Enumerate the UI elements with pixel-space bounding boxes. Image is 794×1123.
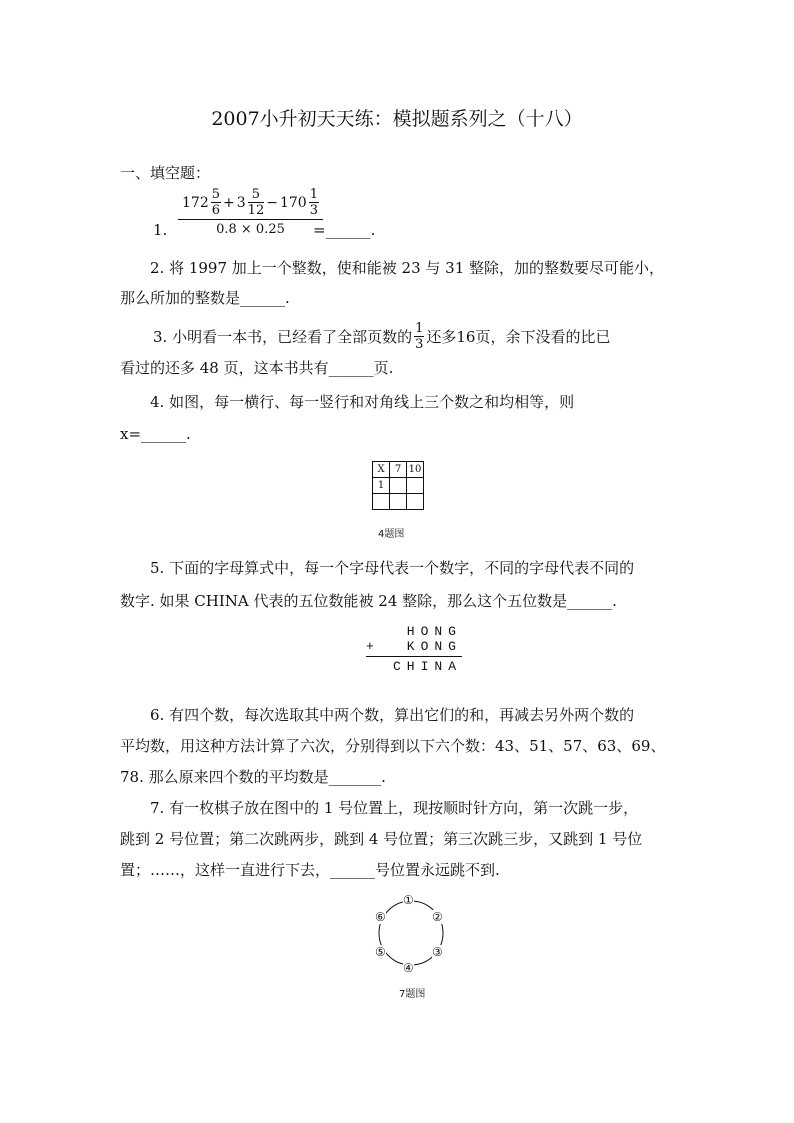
q4-magic-square xyxy=(372,461,424,510)
grid-cell xyxy=(407,478,424,494)
q7-line1: 7. 有一枚棋子放在图中的 1 号位置上，现按顺时针方向，第一次跳一步， xyxy=(150,799,639,817)
q6-line2: 平均数，用这种方法计算了六次，分别得到以下六个数：43、51、57、63、69、 xyxy=(120,737,666,755)
q5-row2-wrap xyxy=(366,639,462,657)
q1-numerator xyxy=(178,188,323,220)
q1-term2-whole: 3 xyxy=(236,194,246,211)
q7-caption: 7题图 xyxy=(399,989,426,1000)
q3-text-pre: 3. 小明看一本书，已经看了全部页数的 xyxy=(153,327,413,346)
q4-caption: 4题图 xyxy=(378,529,405,540)
q1-term1-frac: $\frac{5}{6}$ xyxy=(211,187,221,218)
q1-term3-whole: 170 xyxy=(279,194,307,211)
q3-line1 xyxy=(153,322,610,351)
grid-cell: 1 xyxy=(373,478,390,494)
q3-line2: 看过的还多 48 页，这本书共有______页. xyxy=(120,359,394,377)
q1-number: 1. xyxy=(153,221,168,239)
grid-cell xyxy=(373,494,390,510)
grid-cell xyxy=(390,478,407,494)
q1-denominator: 0.8 × 0.25 xyxy=(216,222,285,237)
q5-row2: KONG xyxy=(406,639,462,654)
q2-line2: 那么所加的整数是______. xyxy=(120,289,290,307)
page-title: 2007小升初天天练：模拟题系列之（十八） xyxy=(211,108,583,130)
position-5: ⑤ xyxy=(375,945,386,959)
q1-expression xyxy=(178,188,323,237)
q1-term3-frac: $\frac{1}{3}$ xyxy=(309,187,318,218)
position-4: ④ xyxy=(403,961,414,975)
q7-line3: 置；……，这样一直进行下去，______号位置永远跳不到. xyxy=(120,861,500,879)
section-heading: 一、填空题： xyxy=(120,164,211,182)
q4-line2: x=______. xyxy=(120,425,191,443)
q1-term1-whole: 172 xyxy=(182,194,209,211)
grid-cell: 10 xyxy=(407,462,424,478)
grid-cell xyxy=(390,494,407,510)
grid-cell: 7 xyxy=(390,462,407,478)
q5-addition xyxy=(366,624,462,674)
q5-line1: 5. 下面的字母算式中，每一个字母代表一个数字，不同的字母代表不同的 xyxy=(150,559,635,577)
q5-line2: 数字. 如果 CHINA 代表的五位数能被 24 整除，那么这个五位数是______. xyxy=(120,592,617,610)
position-2: ② xyxy=(432,910,443,924)
q7-line2: 跳到 2 号位置；第二次跳两步，跳到 4 号位置；第三次跳三步，又跳到 1 号位 xyxy=(120,830,643,848)
q5-row3: CHINA xyxy=(392,659,462,674)
q1-term2-frac: $\frac{5}{12}$ xyxy=(247,187,265,218)
q2-line1: 2. 将 1997 加上一个整数，使和能被 23 与 31 整除，加的整数要尽可能小， xyxy=(150,259,665,277)
q1-minus: − xyxy=(266,194,278,211)
position-1: ① xyxy=(403,893,414,907)
q6-line1: 6. 有四个数，每次选取其中两个数，算出它们的和，再减去另外两个数的 xyxy=(150,706,635,724)
q1-plus: + xyxy=(223,194,235,211)
position-3: ③ xyxy=(432,945,443,959)
grid-cell xyxy=(407,494,424,510)
q3-text-post: 还多16页，余下没看的比已 xyxy=(426,327,611,346)
grid-cell: X xyxy=(373,462,390,478)
q7-circle-diagram xyxy=(372,893,450,973)
q3-fraction: $\frac{1}{3}$ xyxy=(415,321,424,352)
q5-row1: HONG xyxy=(406,624,462,639)
q5-plus: + xyxy=(366,639,380,654)
q6-line3: 78. 那么原来四个数的平均数是_______. xyxy=(120,768,386,786)
q4-line1: 4. 如图，每一横行、每一竖行和对角线上三个数之和均相等，则 xyxy=(150,393,575,411)
position-6: ⑥ xyxy=(375,910,386,924)
q1-answer-blank: =______. xyxy=(313,221,376,239)
